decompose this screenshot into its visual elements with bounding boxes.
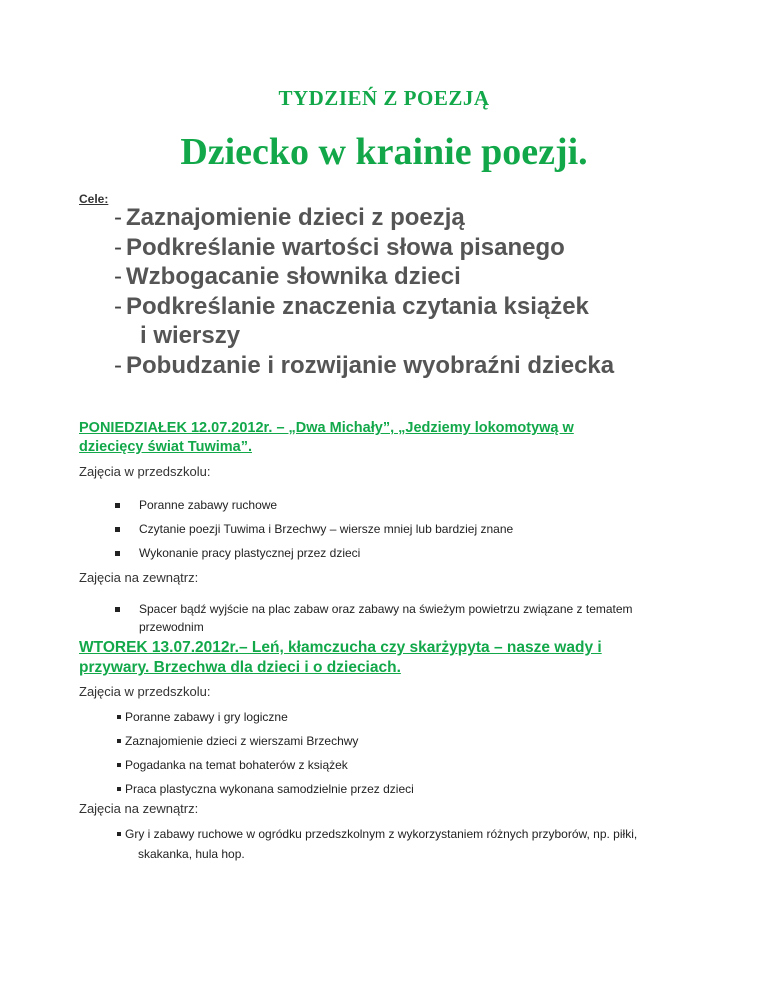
goal-item: - Podkreślanie znaczenia czytania książek	[114, 292, 589, 320]
goal-item: - Wzbogacanie słownika dzieci	[114, 263, 461, 290]
monday-outdoor-label: Zajęcia na zewnątrz:	[79, 570, 199, 585]
week-title: TYDZIEŃ Z POEZJĄ	[278, 86, 490, 110]
tuesday-indoor-item: Praca plastyczna wykonana samodzielnie przez dzieci	[117, 779, 414, 799]
goal-item-continuation: i wierszy	[140, 322, 241, 349]
tuesday-indoor-item: Zaznajomienie dzieci z wierszami Brzechwy	[117, 731, 358, 751]
goals-list	[114, 203, 614, 380]
document-page: TYDZIEŃ Z POEZJĄ Dziecko w krainie poezji. Cele: - Zaznajomienie dzieci z poezją - Podkreślanie wartości słowa pisanego - Wzbogacanie słownika dzieci - Podkreślanie znaczenia czytania książek i wierszy - Pobudzanie i rozwijanie wyobraźni dziecka PONIEDZIAŁEK 12.07.2012r. – „Dwa Michały”, „Jedziemy lokomotywą w dziecięcy świat Tuwima”. Zajęcia w przedszkolu: Poranne zabawy ruchowe Czytanie poezji Tuwima i Brzechwy – wiersze mniej lub bardziej znane Wykonanie pracy plastycznej przez dzieci Zajęcia na zewnątrz: Spacer bądź wyjście na plac zabaw oraz zabawy na świeżym powietrzu związane z tematem przewodnim WTOREK 13.07.2012r.– Leń, kłamczucha czy skarżypyta – nasze wady i przywary. Brzechwa dla dzieci i o dzieciach. Zajęcia w przedszkolu: Poranne zabawy i gry logiczne Zaznajomienie dzieci z wierszami Brzechwy Pogadanka na temat bohaterów z książek Praca plastyczna wykonana samodzielnie przez dzieci Zajęcia na zewnątrz: Gry i zabawy ruchowe w ogródku przedszkolnym z wykorzystaniem różnych przyborów, np. piłki, skakanka, hula hop.	[0, 0, 768, 994]
goal-item: - Pobudzanie i rozwijanie wyobraźni dziecka	[114, 351, 615, 379]
tuesday-outdoor-label: Zajęcia na zewnątrz:	[79, 801, 199, 816]
tuesday-heading: WTOREK 13.07.2012r.– Leń, kłamczucha czy skarżypyta – nasze wady i przywary. Brzechwa dla dzieci i o dzieciach.	[79, 639, 602, 676]
goal-item: - Zaznajomienie dzieci z poezją	[114, 204, 465, 231]
tuesday-indoor-item: Pogadanka na temat bohaterów z książek	[117, 755, 348, 775]
tuesday-indoor-item: Poranne zabawy i gry logiczne	[117, 707, 288, 727]
goals-label: Cele:	[79, 192, 109, 206]
goal-item: - Podkreślanie wartości słowa pisanego	[114, 233, 565, 261]
tuesday-indoor-label: Zajęcia w przedszkolu:	[79, 684, 211, 699]
monday-heading: PONIEDZIAŁEK 12.07.2012r. – „Dwa Michały”, „Jedziemy lokomotywą w dziecięcy świat Tuwima”.	[79, 420, 574, 455]
monday-indoor-label: Zajęcia w przedszkolu:	[79, 464, 211, 479]
monday-outdoor-item-cont: przewodnim	[139, 620, 204, 634]
main-title: Dziecko w krainie poezji.	[180, 131, 588, 173]
tuesday-outdoor-item: Gry i zabawy ruchowe w ogródku przedszkolnym z wykorzystaniem różnych przyborów, np. piłki, skakanka, hula hop.	[117, 824, 637, 864]
